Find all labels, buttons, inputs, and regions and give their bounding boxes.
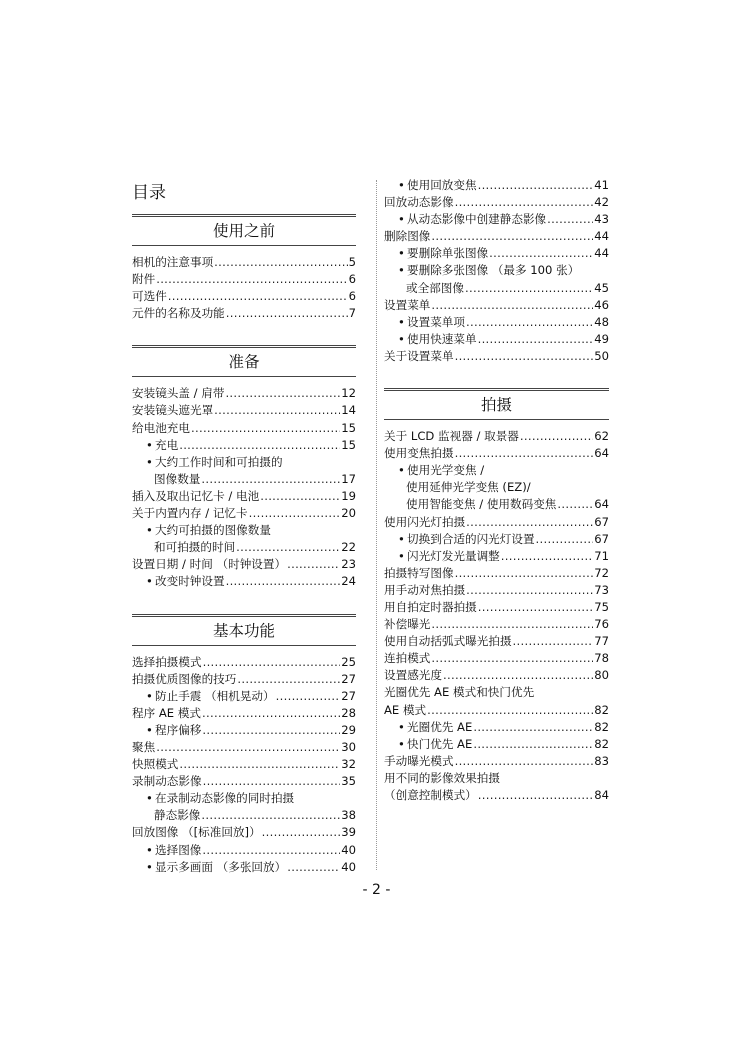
toc-entry-title: 使用闪光灯拍摄 bbox=[384, 514, 466, 529]
dot-leader bbox=[202, 842, 340, 859]
toc-entry-title: 在录制动态影像的同时拍摄 bbox=[155, 791, 295, 806]
toc-entry[interactable] bbox=[132, 790, 356, 807]
dot-leader bbox=[427, 702, 593, 719]
toc-entry-title: 使用智能变焦 / 使用数码变焦 bbox=[406, 497, 557, 512]
toc-entry-title: 使用快速菜单 bbox=[407, 331, 477, 346]
toc-entry[interactable] bbox=[132, 773, 356, 790]
toc-entry[interactable] bbox=[132, 437, 356, 454]
toc-entry-page: 44 bbox=[594, 229, 609, 244]
dot-leader bbox=[547, 211, 593, 228]
toc-entry[interactable] bbox=[384, 514, 609, 531]
toc-entry-page: 78 bbox=[594, 651, 609, 666]
toc-entry-title: 使用自动括弧式曝光拍摄 bbox=[384, 634, 512, 649]
toc-entry-title: 改变时钟设置 bbox=[155, 574, 225, 589]
toc-entry-title: 补偿曝光 bbox=[384, 617, 431, 632]
toc-entry-title: 快门优先 AE bbox=[407, 736, 473, 751]
toc-entry[interactable] bbox=[132, 705, 356, 722]
dot-leader bbox=[191, 420, 340, 437]
toc-entry[interactable] bbox=[132, 522, 356, 539]
toc-entry[interactable] bbox=[132, 505, 356, 522]
toc-entry-title: 设置日期 / 时间 （时钟设置） bbox=[132, 557, 287, 572]
toc-entry-title: 录制动态影像 bbox=[132, 774, 202, 789]
toc-entry[interactable] bbox=[384, 445, 609, 462]
toc-entry[interactable] bbox=[384, 297, 609, 314]
toc-entry-page: 32 bbox=[341, 757, 356, 772]
toc-entry[interactable] bbox=[384, 667, 609, 684]
toc-entry-page: 5 bbox=[348, 255, 356, 269]
bullet-icon: • bbox=[146, 688, 153, 703]
toc-entry-page: 82 bbox=[594, 719, 609, 734]
toc-entry-title: 用自拍定时器拍摄 bbox=[384, 599, 477, 614]
toc-entry-title: 使用延伸光学变焦 (EZ)/ bbox=[406, 480, 531, 495]
toc-entry[interactable] bbox=[132, 471, 356, 488]
dot-leader bbox=[225, 385, 340, 402]
toc-entry-page: 40 bbox=[341, 842, 356, 857]
toc-entry[interactable] bbox=[384, 245, 609, 262]
toc-entry[interactable] bbox=[384, 280, 609, 297]
toc-entry-title: 显示多画面 （多张回放） bbox=[155, 859, 287, 874]
toc-entry-page: 30 bbox=[341, 739, 356, 754]
toc-entry-title: 程序 AE 模式 bbox=[132, 705, 202, 720]
toc-entry-title: 删除图像 bbox=[384, 229, 431, 244]
toc-entry-title: 图像数量 bbox=[154, 471, 201, 486]
page-title: 目录 bbox=[132, 183, 166, 203]
toc-entry[interactable] bbox=[132, 671, 356, 688]
toc-entry-page: 20 bbox=[341, 506, 356, 521]
dot-leader bbox=[455, 194, 594, 211]
toc-entry[interactable] bbox=[384, 228, 609, 245]
dot-leader bbox=[501, 548, 593, 565]
section-heading: 拍摄 bbox=[384, 388, 609, 420]
toc-entry-page: 12 bbox=[341, 386, 356, 401]
dot-leader bbox=[557, 496, 593, 513]
dot-leader bbox=[203, 654, 341, 671]
toc-entry-page: 28 bbox=[341, 705, 356, 720]
toc-entry[interactable] bbox=[132, 539, 356, 556]
dot-leader bbox=[431, 228, 593, 245]
toc-entry-page: 17 bbox=[341, 471, 356, 486]
dot-leader bbox=[179, 437, 340, 454]
toc-entry[interactable] bbox=[132, 288, 356, 305]
section-heading: 使用之前 bbox=[132, 214, 356, 246]
toc-entry-title: 要删除单张图像 bbox=[407, 246, 489, 261]
dot-leader bbox=[478, 787, 593, 804]
toc-entry[interactable] bbox=[384, 428, 609, 445]
toc-entry[interactable] bbox=[384, 599, 609, 616]
toc-entry[interactable] bbox=[384, 194, 609, 211]
toc-entry-page: 39 bbox=[341, 825, 356, 840]
toc-entry-page: 7 bbox=[348, 306, 356, 321]
toc-entry-page: 64 bbox=[594, 446, 609, 461]
dot-leader bbox=[431, 650, 593, 667]
toc-entry-page: 82 bbox=[594, 736, 609, 751]
dot-leader bbox=[226, 573, 341, 590]
toc-entry-title: 或全部图像 bbox=[406, 280, 464, 295]
toc-entry-page: 80 bbox=[594, 668, 609, 683]
toc-entry-page: 73 bbox=[594, 582, 609, 597]
dot-leader bbox=[168, 288, 348, 305]
toc-entry[interactable] bbox=[132, 454, 356, 471]
toc-entry-title: 选择图像 bbox=[155, 842, 202, 857]
dot-leader bbox=[202, 722, 340, 739]
toc-entry[interactable] bbox=[384, 684, 609, 701]
toc-entry[interactable] bbox=[384, 531, 609, 548]
bullet-icon: • bbox=[146, 574, 153, 589]
toc-entry-title: 静态影像 bbox=[154, 808, 201, 823]
toc-entry[interactable] bbox=[384, 582, 609, 599]
bullet-icon: • bbox=[146, 722, 153, 737]
toc-entry-title: 可选件 bbox=[132, 289, 167, 304]
dot-leader bbox=[466, 582, 593, 599]
dot-leader bbox=[214, 402, 340, 419]
bullet-icon: • bbox=[398, 314, 405, 329]
toc-entry-page: 27 bbox=[341, 688, 356, 703]
bullet-icon: • bbox=[146, 437, 153, 452]
toc-entry[interactable] bbox=[132, 756, 356, 773]
toc-entry[interactable] bbox=[132, 842, 356, 859]
dot-leader bbox=[262, 824, 341, 841]
dot-leader bbox=[455, 445, 594, 462]
toc-entry-title: 光圈优先 AE bbox=[407, 719, 473, 734]
toc-entry-title: 用不同的影像效果拍摄 bbox=[384, 770, 500, 785]
bullet-icon: • bbox=[146, 842, 153, 857]
toc-entry-title: 快照模式 bbox=[132, 757, 179, 772]
toc-entry-title: 程序偏移 bbox=[155, 722, 202, 737]
toc-entry[interactable] bbox=[384, 719, 609, 736]
dot-leader bbox=[287, 556, 340, 573]
toc-entry[interactable] bbox=[132, 859, 356, 876]
toc-entry-title: 充电 bbox=[155, 437, 179, 452]
toc-entry-title: 从动态影像中创建静态影像 bbox=[407, 212, 547, 227]
toc-entry-title: 大约工作时间和可拍摄的 bbox=[155, 454, 283, 469]
toc-entry-title: 关于设置菜单 bbox=[384, 348, 454, 363]
toc-entry-title: 设置菜单 bbox=[384, 297, 431, 312]
toc-entry-title: 关于 LCD 监视器 / 取景器 bbox=[384, 429, 519, 444]
bullet-icon: • bbox=[398, 719, 405, 734]
dot-leader bbox=[536, 531, 594, 548]
dot-leader bbox=[455, 565, 594, 582]
toc-entry-title: 拍摄特写图像 bbox=[384, 565, 454, 580]
toc-entry[interactable] bbox=[384, 462, 609, 479]
toc-entry-page: 19 bbox=[341, 488, 356, 503]
section-spacer bbox=[132, 322, 356, 345]
bullet-icon: • bbox=[398, 246, 405, 261]
dot-leader bbox=[466, 514, 593, 531]
toc-entry-title: 关于内置内存 / 记忆卡 bbox=[132, 506, 248, 521]
dot-leader bbox=[179, 756, 340, 773]
toc-entry-title: 选择拍摄模式 bbox=[132, 654, 202, 669]
toc-entry[interactable] bbox=[132, 385, 356, 402]
dot-leader bbox=[455, 348, 594, 365]
toc-entry-page: 22 bbox=[341, 540, 356, 555]
toc-entry[interactable] bbox=[384, 496, 609, 513]
toc-entry[interactable] bbox=[384, 565, 609, 582]
toc-entry-page: 6 bbox=[348, 289, 356, 304]
dot-leader bbox=[226, 305, 348, 322]
toc-entry-page: 64 bbox=[594, 497, 609, 512]
dot-leader bbox=[466, 314, 593, 331]
toc-entry-title: 附件 bbox=[132, 272, 156, 287]
page-number: - 2 - bbox=[362, 882, 391, 898]
dot-leader bbox=[236, 539, 340, 556]
bullet-icon: • bbox=[398, 736, 405, 751]
dot-leader bbox=[203, 773, 341, 790]
toc-entry-page: 67 bbox=[594, 514, 609, 529]
toc-entry[interactable] bbox=[132, 420, 356, 437]
toc-entry[interactable] bbox=[384, 348, 609, 365]
toc-entry-page: 48 bbox=[594, 314, 609, 329]
toc-entry-page: 23 bbox=[341, 557, 356, 572]
toc-entry-title: 回放动态影像 bbox=[384, 195, 454, 210]
dot-leader bbox=[237, 671, 340, 688]
bullet-icon: • bbox=[146, 791, 153, 806]
toc-entry-page: 40 bbox=[341, 859, 356, 874]
toc-entry-title: 使用变焦拍摄 bbox=[384, 446, 454, 461]
toc-entry[interactable] bbox=[384, 702, 609, 719]
toc-entry-title: 光圈优先 AE 模式和快门优先 bbox=[384, 685, 535, 700]
toc-entry-page: 24 bbox=[341, 574, 356, 589]
dot-leader bbox=[443, 667, 593, 684]
dot-leader bbox=[473, 719, 593, 736]
toc-entry[interactable] bbox=[384, 650, 609, 667]
toc-entry-page: 27 bbox=[341, 671, 356, 686]
toc-entry-page: 84 bbox=[594, 788, 609, 802]
toc-entry-title: 和可拍摄的时间 bbox=[154, 540, 236, 555]
toc-entry-title: （创意控制模式） bbox=[384, 788, 477, 802]
toc-entry[interactable] bbox=[384, 262, 609, 279]
toc-entry-page: 62 bbox=[594, 429, 609, 444]
dot-leader bbox=[276, 688, 341, 705]
toc-left-column bbox=[132, 214, 356, 876]
dot-leader bbox=[478, 599, 593, 616]
column-divider bbox=[376, 180, 377, 870]
toc-entry-title: 使用回放变焦 bbox=[407, 178, 477, 192]
toc-entry[interactable] bbox=[384, 770, 609, 787]
toc-entry-page: 6 bbox=[348, 272, 356, 287]
bullet-icon: • bbox=[398, 531, 405, 546]
dot-leader bbox=[513, 633, 594, 650]
toc-entry-page: 42 bbox=[594, 195, 609, 210]
toc-entry[interactable] bbox=[132, 254, 356, 271]
toc-entry[interactable] bbox=[132, 271, 356, 288]
bullet-icon: • bbox=[398, 212, 405, 227]
toc-entry[interactable] bbox=[132, 739, 356, 756]
bullet-icon: • bbox=[146, 859, 153, 874]
toc-entry-page: 46 bbox=[594, 297, 609, 312]
toc-entry-title: AE 模式 bbox=[384, 702, 427, 717]
toc-entry-page: 72 bbox=[594, 565, 609, 580]
dot-leader bbox=[478, 177, 594, 194]
toc-entry-page: 44 bbox=[594, 246, 609, 261]
toc-entry-title: 给电池充电 bbox=[132, 420, 190, 435]
bullet-icon: • bbox=[398, 263, 405, 278]
dot-leader bbox=[202, 705, 340, 722]
dot-leader bbox=[201, 471, 340, 488]
bullet-icon: • bbox=[398, 178, 405, 192]
toc-entry[interactable] bbox=[384, 479, 609, 496]
toc-entry-title: 设置感光度 bbox=[384, 668, 442, 683]
toc-entry-title: 手动曝光模式 bbox=[384, 753, 454, 768]
toc-entry-title: 切换到合适的闪光灯设置 bbox=[407, 531, 535, 546]
toc-entry[interactable] bbox=[384, 314, 609, 331]
dot-leader bbox=[478, 331, 594, 348]
toc-entry-title: 大约可拍摄的图像数量 bbox=[155, 523, 271, 538]
toc-entry-title: 要删除多张图像 （最多 100 张） bbox=[407, 263, 580, 278]
dot-leader bbox=[455, 753, 594, 770]
toc-entry-page: 35 bbox=[341, 774, 356, 789]
toc-entry-page: 41 bbox=[594, 178, 609, 192]
dot-leader bbox=[489, 245, 593, 262]
toc-entry-page: 50 bbox=[594, 348, 609, 363]
toc-entry-page: 38 bbox=[341, 808, 356, 823]
toc-entry[interactable] bbox=[132, 402, 356, 419]
bullet-icon: • bbox=[398, 463, 405, 478]
dot-leader bbox=[249, 505, 341, 522]
toc-entry-title: 相机的注意事项 bbox=[132, 255, 214, 269]
toc-entry[interactable] bbox=[132, 722, 356, 739]
dot-leader bbox=[473, 736, 593, 753]
dot-leader bbox=[431, 297, 593, 314]
toc-entry-title: 使用光学变焦 / bbox=[407, 463, 485, 478]
dot-leader bbox=[156, 271, 347, 288]
dot-leader bbox=[520, 428, 593, 445]
toc-entry-page: 83 bbox=[594, 753, 609, 768]
toc-entry[interactable] bbox=[132, 305, 356, 322]
toc-entry[interactable] bbox=[384, 753, 609, 770]
toc-entry[interactable] bbox=[132, 488, 356, 505]
toc-entry-page: 43 bbox=[594, 212, 609, 227]
toc-entry[interactable] bbox=[384, 177, 609, 194]
toc-entry[interactable] bbox=[384, 331, 609, 348]
section-heading: 基本功能 bbox=[132, 614, 356, 646]
dot-leader bbox=[214, 254, 347, 271]
section-spacer bbox=[132, 591, 356, 614]
toc-entry-page: 25 bbox=[341, 654, 356, 669]
toc-entry-page: 76 bbox=[594, 617, 609, 632]
toc-entry[interactable] bbox=[384, 548, 609, 565]
toc-entry[interactable] bbox=[384, 616, 609, 633]
toc-entry-title: 防止手震 （相机晃动） bbox=[155, 688, 275, 703]
toc-entry[interactable] bbox=[384, 787, 609, 804]
toc-entry[interactable] bbox=[132, 824, 356, 841]
toc-entry[interactable] bbox=[132, 688, 356, 705]
toc-entry-page: 75 bbox=[594, 599, 609, 614]
toc-entry-title: 拍摄优质图像的技巧 bbox=[132, 671, 237, 686]
toc-entry-title: 插入及取出记忆卡 / 电池 bbox=[132, 488, 260, 503]
toc-entry-title: 回放图像 （[标准回放]） bbox=[132, 825, 261, 840]
dot-leader bbox=[287, 859, 340, 876]
toc-entry-page: 15 bbox=[341, 420, 356, 435]
toc-entry-page: 29 bbox=[341, 722, 356, 737]
toc-entry[interactable] bbox=[384, 211, 609, 228]
toc-entry-title: 连拍模式 bbox=[384, 651, 431, 666]
toc-entry-page: 77 bbox=[594, 634, 609, 649]
toc-entry[interactable] bbox=[132, 556, 356, 573]
dot-leader bbox=[156, 739, 340, 756]
toc-entry-page: 49 bbox=[594, 331, 609, 346]
toc-entry-page: 67 bbox=[594, 531, 609, 546]
toc-entry[interactable] bbox=[132, 654, 356, 671]
toc-right-column bbox=[384, 177, 609, 804]
toc-entry-title: 元件的名称及功能 bbox=[132, 306, 225, 321]
dot-leader bbox=[431, 616, 593, 633]
toc-entry[interactable] bbox=[132, 807, 356, 824]
dot-leader bbox=[201, 807, 340, 824]
toc-entry[interactable] bbox=[132, 573, 356, 590]
toc-entry-page: 45 bbox=[594, 280, 609, 295]
bullet-icon: • bbox=[398, 548, 405, 563]
toc-entry-title: 用手动对焦拍摄 bbox=[384, 582, 466, 597]
dot-leader bbox=[260, 488, 340, 505]
toc-entry-title: 设置菜单项 bbox=[407, 314, 465, 329]
toc-entry-title: 聚焦 bbox=[132, 739, 156, 754]
toc-entry-page: 14 bbox=[341, 403, 356, 418]
toc-entry-title: 安装镜头盖 / 肩带 bbox=[132, 386, 225, 401]
section-heading: 准备 bbox=[132, 345, 356, 377]
bullet-icon: • bbox=[398, 331, 405, 346]
toc-entry-title: 闪光灯发光量调整 bbox=[407, 548, 500, 563]
toc-entry-page: 15 bbox=[341, 437, 356, 452]
toc-entry-page: 71 bbox=[594, 548, 609, 563]
toc-entry[interactable] bbox=[384, 736, 609, 753]
bullet-icon: • bbox=[146, 454, 153, 469]
section-spacer bbox=[384, 365, 609, 388]
dot-leader bbox=[465, 280, 593, 297]
toc-entry[interactable] bbox=[384, 633, 609, 650]
toc-entry-title: 安装镜头遮光罩 bbox=[132, 403, 214, 418]
bullet-icon: • bbox=[146, 523, 153, 538]
toc-entry-page: 82 bbox=[594, 702, 609, 717]
